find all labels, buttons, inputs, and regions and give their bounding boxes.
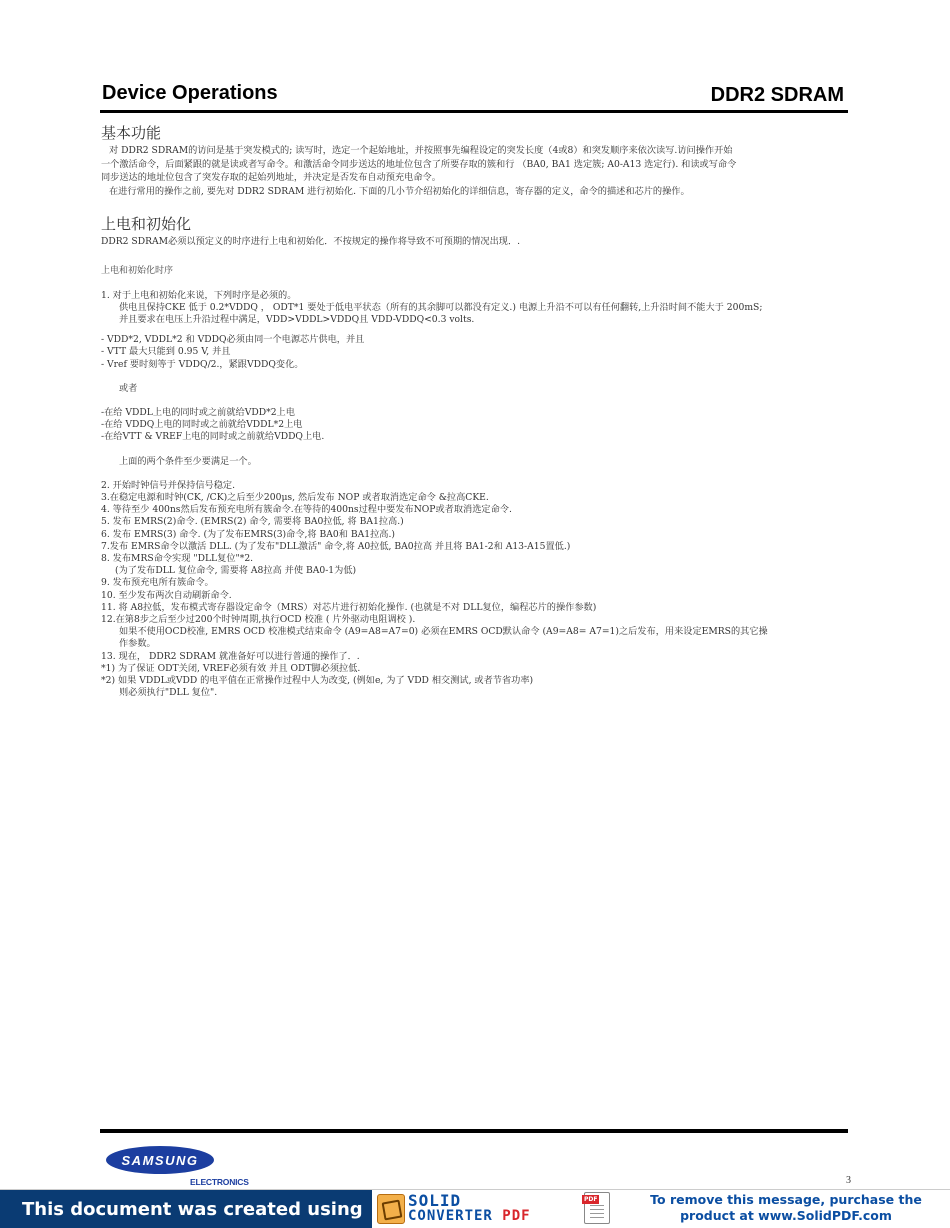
step-detail: 并且要求在电压上升沿过程中满足，VDD>VDDL>VDDQ且 VDD-VDDQ<0.3 volts. — [119, 313, 475, 325]
step-detail: (为了发布DLL 复位命令, 需要将 A8拉高 并使 BA0-1为低) — [115, 565, 357, 577]
step-item: 5. 发布 EMRS(2)命令. (EMRS(2) 命令, 需要将 BA0拉低, 将 BA1拉高.) — [101, 516, 404, 528]
step-item: 10. 至少发布两次自动刷新命令. — [101, 589, 232, 601]
banner-line-1: To remove this message, purchase the — [650, 1192, 922, 1207]
footnote: *2) 如果 VDDL或VDD 的电平值在正常操作过程中人为改变, (例如e, 为了 VDD 相交测试, 或者节省功率) — [101, 674, 534, 686]
step-item: 2. 开始时钟信号并保持信号稳定. — [101, 479, 236, 491]
or-label: 或者 — [119, 382, 138, 394]
step-detail: 供电且保持CKE 低于 0.2*VDDQ ， ODT*1 要处于低电平状态（所有的其余脚可以都没有定义.) 电源上升沿不可以有任何翻转,上升沿时间不能大于 200mS; — [119, 301, 763, 313]
header-right-title: DDR2 SDRAM — [710, 84, 844, 106]
page-content — [101, 124, 861, 699]
electronics-label: ELECTRONICS — [190, 1177, 249, 1187]
banner-left-text: This document was created using — [0, 1190, 372, 1228]
pdf-document-icon: PDF — [584, 1192, 610, 1224]
step-item: 4. 等待至少 400ns然后发布预充电所有簇命令.在等待的400ns过程中要发布NOP或者取消选定命令. — [101, 504, 512, 516]
brand-top: SOLID — [408, 1191, 462, 1210]
header-rule — [100, 110, 848, 113]
step-item: 11. 将 A8拉低，发布模式寄存器设定命令（MRS）对芯片进行初始化操作. (也就是不对 DLL复位，编程芯片的操作参数) — [101, 601, 597, 613]
solid-converter-icon — [377, 1194, 405, 1224]
section-subtitle: 上电和初始化时序 — [101, 265, 174, 276]
section-title-power-up: 上电和初始化 — [101, 215, 192, 233]
step-item: 1. 对于上电和初始化来说，下列时序是必须的。 — [101, 289, 297, 301]
section-title-basic: 基本功能 — [101, 124, 162, 142]
condition-item: - VDD*2, VDDL*2 和 VDDQ必须由同一个电源芯片供电，并且 — [101, 334, 365, 346]
condition-item: -在给 VDDL上电的同时或之前就给VDD*2上电 — [101, 406, 295, 418]
samsung-logo-text: SAMSUNG — [121, 1152, 199, 1168]
brand-bottom — [408, 1209, 531, 1224]
step-detail: 如果不使用OCD校准, EMRS OCD 校准模式结束命令 (A9=A8=A7=0) 必须在EMRS OCD默认命令 (A9=A8= A7=1)之后发布，用来设定EMRS的其它操 — [119, 626, 768, 638]
section-intro: DDR2 SDRAM必须以预定义的时序进行上电和初始化．不按规定的操作将导致不可预期的情况出现．. — [101, 236, 521, 247]
header-left-title: Device Operations — [102, 82, 278, 104]
condition-item: - Vref 要时刻等于 VDDQ/2.，紧跟VDDQ变化。 — [101, 358, 304, 370]
step-item: 7.发布 EMRS命令以激活 DLL. (为了发布"DLL激活" 命令,将 A0拉低, BA0拉高 并且将 BA1-2和 A13-A15置低.) — [101, 540, 571, 552]
step-item: 3.在稳定电源和时钟(CK, /CK)之后至少200μs, 然后发布 NOP 或者取消选定命令 &拉高CKE. — [101, 491, 489, 503]
banner-purchase-link[interactable] — [622, 1190, 950, 1228]
step-item: 6. 发布 EMRS(3) 命令. (为了发布EMRS(3)命令,将 BA0和 BA1拉高.) — [101, 528, 395, 540]
samsung-logo — [106, 1146, 214, 1174]
footer-rule — [100, 1129, 848, 1133]
steps-list — [101, 480, 861, 700]
step-detail: 作参数。 — [119, 638, 156, 650]
page-number: 3 — [846, 1175, 851, 1186]
step-item: 13. 现在， DDR2 SDRAM 就准备好可以进行普通的操作了．. — [101, 650, 360, 662]
footnote: *1) 为了保证 ODT关闭, VREF必须有效 并且 ODT脚必须拉低. — [101, 662, 361, 674]
brand-pdf: PDF — [502, 1208, 531, 1224]
paragraph-line: 在进行常用的操作之前, 要先对 DDR2 SDRAM 进行初始化. 下面的几小节介绍初始化的详细信息，寄存器的定义，命令的描述和芯片的操作。 — [109, 185, 690, 197]
paragraph-line: 对 DDR2 SDRAM的访问是基于突发模式的; 读写时，选定一个起始地址，并按照事先编程设定的突发长度（4或8）和突发顺序来依次读写.访问操作开始 — [109, 145, 733, 156]
step-item: 9. 发布预充电所有簇命令。 — [101, 577, 214, 589]
condition-item: - VTT 最大只能到 0.95 V, 并且 — [101, 346, 231, 358]
condition-item: -在给VTT & VREF上电的同时或之前就给VDDQ上电. — [101, 431, 325, 443]
paragraph-line: 同步送达的地址位包含了突发存取的起始列地址，并决定是否发布自动预充电命令。 — [101, 172, 441, 183]
step-item: 8. 发布MRS命令实现 "DLL复位"*2. — [101, 552, 254, 564]
banner-line-2: product at www.SolidPDF.com — [680, 1208, 892, 1223]
brand-converter: CONVERTER — [408, 1208, 493, 1224]
condition-item: -在给 VDDQ上电的同时或之前就给VDDL*2上电 — [101, 419, 303, 431]
step-item: 12.在第8步之后至少过200个时钟周期,执行OCD 校准 ( 片外驱动电阻调校 ). — [101, 613, 416, 625]
footnote-detail: 则必须执行"DLL 复位". — [119, 687, 218, 699]
solid-converter-logo — [374, 1190, 614, 1228]
watermark-banner[interactable] — [0, 1189, 950, 1228]
condition-note: 上面的两个条件至少要满足一个。 — [119, 455, 257, 467]
paragraph-line: 一个激活命令，后面紧跟的就是读或者写命令。和激活命令同步送达的地址位包含了所要存取的簇和行 （BA0, BA1 选定簇; A0-A13 选定行). 和读或写命令 — [101, 158, 737, 170]
